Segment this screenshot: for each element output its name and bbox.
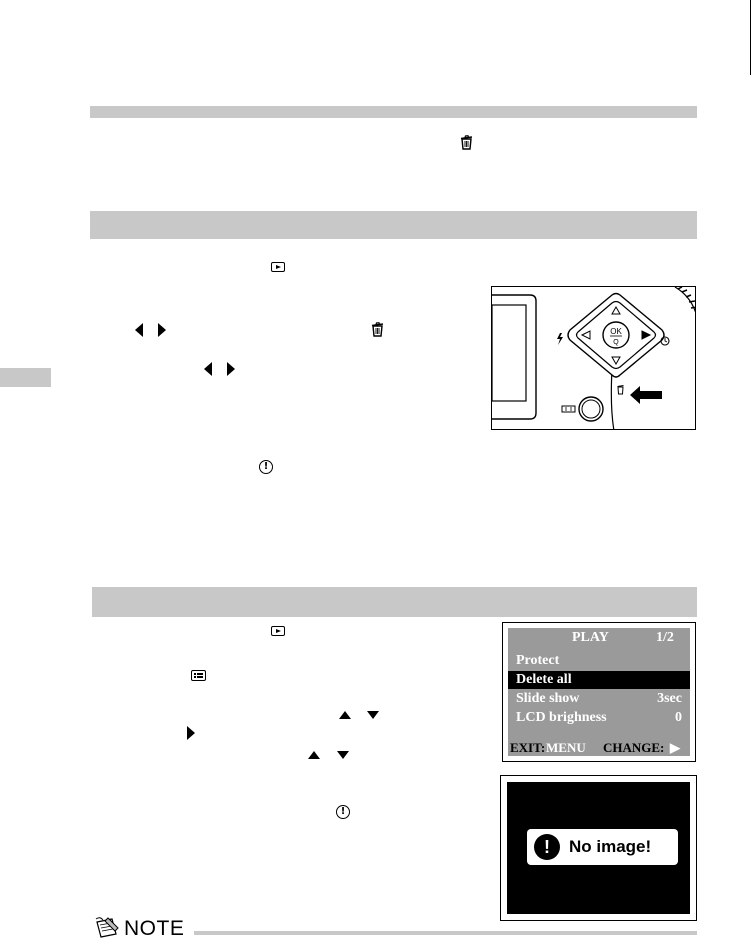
warning-icon: ! xyxy=(336,805,350,819)
lcd-menu-item-label: LCD brighness xyxy=(516,710,607,725)
trash-icon xyxy=(371,322,384,337)
ok-label: OK xyxy=(610,327,622,336)
note-pencil-icon xyxy=(94,916,120,938)
zoom-label: Q xyxy=(613,339,619,346)
section-header-bar-top xyxy=(90,106,697,118)
footer-change-label: CHANGE: xyxy=(603,740,665,755)
down-arrow-icon xyxy=(367,711,379,719)
lcd-menu-item-label: Delete all xyxy=(516,672,572,687)
right-arrow-icon xyxy=(158,323,166,337)
lcd-menu-item-label: Slide show xyxy=(516,691,580,706)
left-arrow-icon xyxy=(135,323,143,337)
down-arrow-icon xyxy=(337,751,349,759)
section-header-bar-delete-single xyxy=(90,211,697,239)
note-rule xyxy=(194,931,697,935)
footer-exit-label: EXIT: xyxy=(510,740,546,755)
footer-arrow-icon: ▶ xyxy=(670,740,680,755)
lcd-menu-page: 1/2 xyxy=(656,630,674,645)
camera-back-illustration xyxy=(491,286,696,430)
lcd-menu-item-slide-show[interactable] xyxy=(508,690,690,708)
camera-controls-drawing xyxy=(492,287,696,430)
right-arrow-icon xyxy=(227,362,235,376)
no-image-message-box xyxy=(527,829,678,865)
right-arrow-icon xyxy=(187,726,195,740)
no-image-screen xyxy=(500,775,697,921)
playback-icon xyxy=(271,626,285,636)
up-arrow-icon xyxy=(339,711,351,719)
no-image-message: No image! xyxy=(569,837,652,856)
lcd-menu-item-value: 3sec xyxy=(657,691,682,706)
lcd-menu-item-label: Protect xyxy=(516,653,560,668)
lcd-menu-footer xyxy=(508,740,690,756)
lcd-menu-item-delete-all[interactable] xyxy=(508,671,690,689)
up-arrow-icon xyxy=(308,751,320,759)
warning-icon: ! xyxy=(259,460,273,474)
section-header-bar-delete-all xyxy=(92,587,697,617)
left-arrow-icon xyxy=(204,362,212,376)
footer-menu-label: MENU xyxy=(546,740,586,755)
lcd-menu-header xyxy=(508,630,690,648)
lcd-menu-item-lcd-brightness[interactable] xyxy=(508,709,690,727)
exclamation-icon: ! xyxy=(534,834,560,860)
lcd-menu-item-protect[interactable] xyxy=(508,652,690,670)
lcd-menu-title: PLAY xyxy=(572,630,609,645)
lcd-menu-item-value: 0 xyxy=(675,710,682,725)
chapter-side-tab xyxy=(0,368,51,387)
page-edge-line xyxy=(750,0,751,75)
trash-icon xyxy=(460,135,473,150)
lcd-play-menu xyxy=(502,622,696,762)
menu-icon xyxy=(191,670,206,681)
note-label: NOTE xyxy=(124,917,185,940)
playback-icon xyxy=(271,262,285,272)
